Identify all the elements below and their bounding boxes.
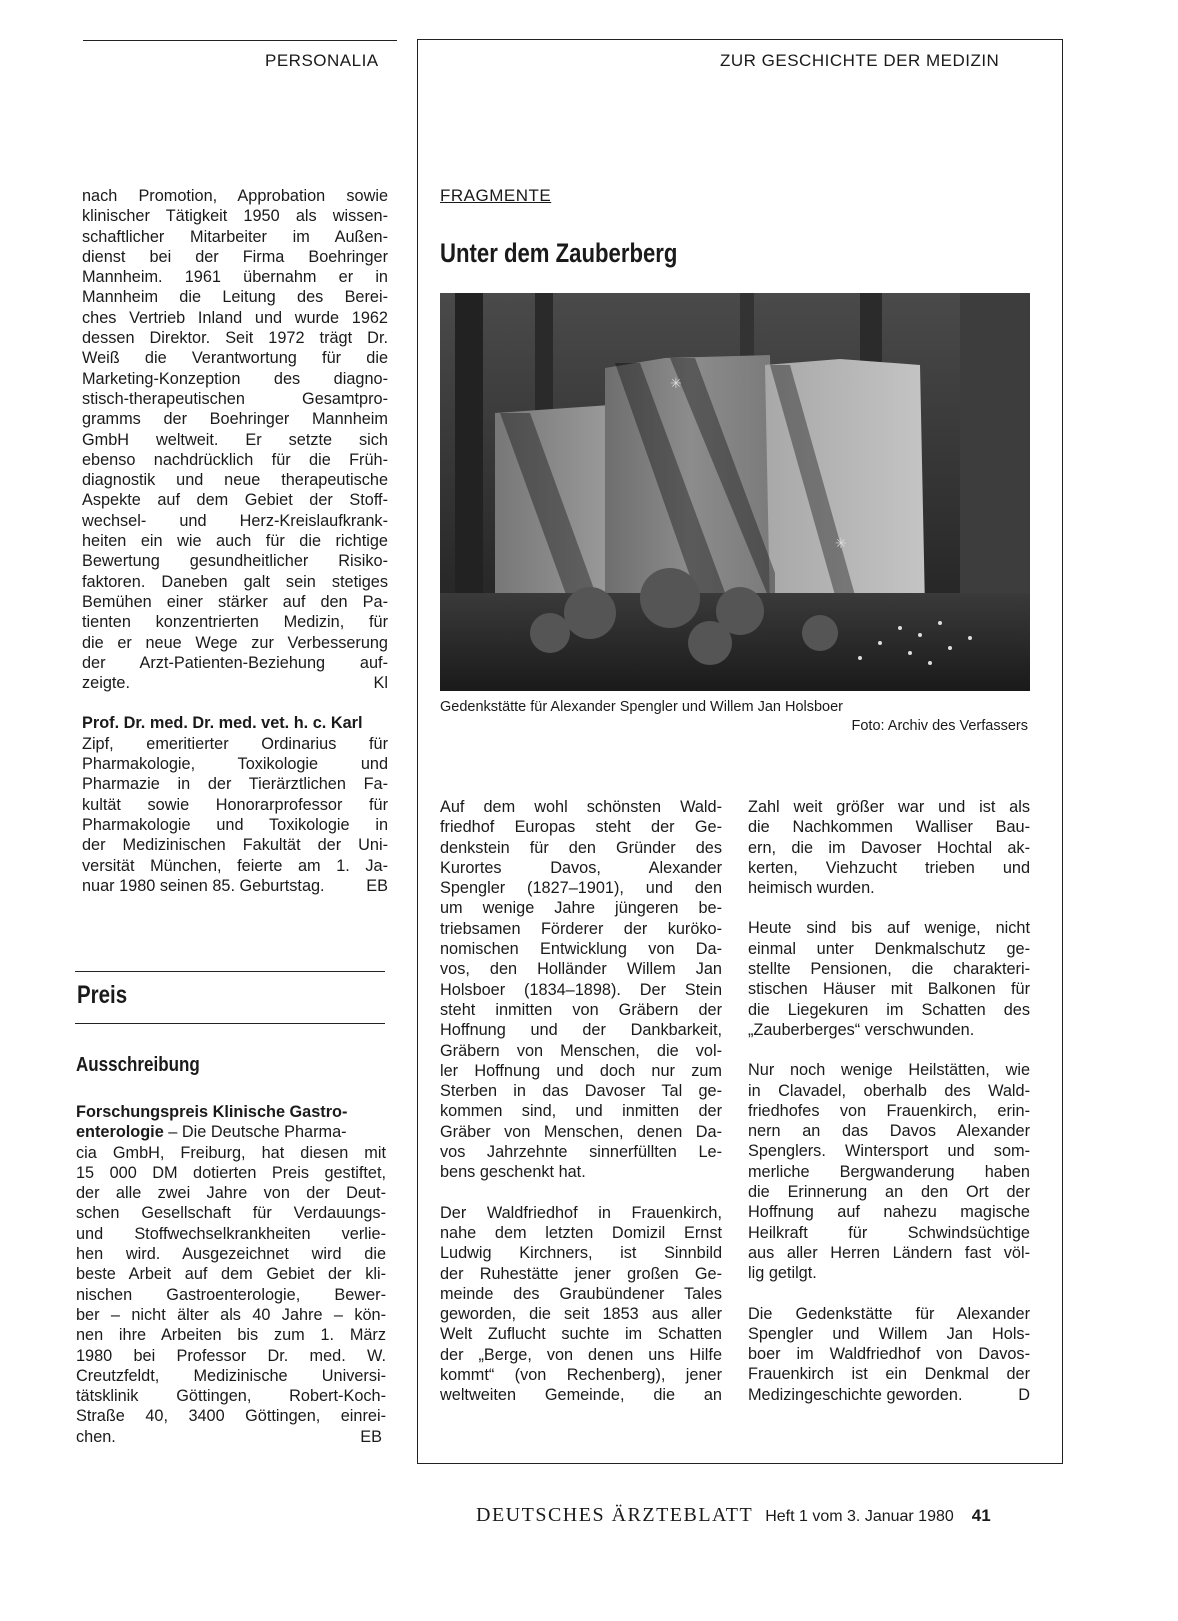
- text-line: der Medizinischen Fakultät der Uni-: [82, 836, 388, 855]
- article-column-1: [440, 797, 722, 1406]
- text-line: 1980 bei Professor Dr. med. W.: [76, 1346, 386, 1365]
- text-line: Auf dem wohl schönsten Wald-: [440, 798, 722, 816]
- text-line: Frauenkirch ist ein Denkmal der: [748, 1365, 1030, 1384]
- paragraph-end-line: [82, 673, 388, 693]
- preis-second-line: [76, 1122, 386, 1142]
- article-paragraph-2: [440, 1203, 722, 1406]
- text-line: und Stoffwechselkrankheiten verlie-: [76, 1224, 386, 1243]
- personalia-paragraph-weiss: [82, 186, 388, 673]
- text-line: wechsel- und Herz-Kreislaufkrank-: [82, 511, 388, 530]
- text-line: Weiß die Verantwortung für die: [82, 349, 388, 368]
- zipf-name-bold: Prof. Dr. med. Dr. med. vet. h. c. Karl: [82, 714, 363, 733]
- text-line: der „Berge, von denen uns Hilfe: [440, 1345, 722, 1364]
- subsection-title-ausschreibung: Ausschreibung: [76, 1054, 200, 1076]
- text-line: der Arzt-Patienten-Beziehung auf-: [82, 653, 388, 672]
- text-line: Bemühen einer stärker auf den Pa-: [82, 592, 388, 611]
- text-line: Spenglers. Wintersport und som-: [748, 1142, 1030, 1161]
- paragraph-end-line: [76, 1427, 386, 1447]
- paragraph-last-line: nuar 1980 seinen 85. Geburtstag.: [82, 876, 325, 895]
- text-line: tätsklinik Göttingen, Robert-Koch-: [76, 1387, 386, 1406]
- text-line: ern, die im Davoser Hochtal ak-: [748, 838, 1030, 857]
- text-line: nahe dem letzten Domizil Ernst: [440, 1223, 722, 1242]
- text-line: steht inmitten von Gräbern der: [440, 1000, 722, 1019]
- svg-text:✳: ✳: [835, 536, 847, 552]
- text-line: kultät sowie Honorarprofessor für: [82, 795, 388, 814]
- text-line: Welt Zuflucht suchte im Schatten: [440, 1325, 722, 1344]
- text-line: geworden, die seit 1853 aus aller: [440, 1305, 722, 1324]
- author-signature: D: [1018, 1385, 1030, 1404]
- text-line: die Liegekuren im Schatten des: [748, 1000, 1030, 1019]
- page-footer: [476, 1504, 991, 1527]
- text-line: beste Arbeit auf dem Gebiet der kli-: [76, 1265, 386, 1284]
- preis-bold-line: [76, 1102, 386, 1122]
- text-line: um wenige Jahre jüngeren be-: [440, 899, 722, 918]
- memorial-photo: [440, 293, 1030, 691]
- text-line: Mannheim die Leitung des Berei-: [82, 288, 388, 307]
- text-line: gramms der Boehringer Mannheim: [82, 410, 388, 429]
- text-line: stellte Pensionen, die charakteri-: [748, 960, 1030, 979]
- personalia-column: [82, 186, 388, 896]
- text-line: der alle zwei Jahre von der Deut-: [76, 1184, 386, 1203]
- text-line: stischen Häuser mit Balkonen für: [748, 980, 1030, 999]
- text-line: Hoffnung auf nahezu magische: [748, 1203, 1030, 1222]
- paragraph-last-line: „Zauberberges“ verschwunden.: [748, 1020, 975, 1039]
- text-line: Holsboer (1834–1898). Der Stein: [440, 980, 722, 999]
- text-line: Creutzfeldt, Medizinische Universi-: [76, 1366, 386, 1385]
- text-line: boer im Waldfriedhof von Davos-: [748, 1345, 1030, 1364]
- svg-text:✳: ✳: [670, 376, 682, 392]
- text-line: Pharmakologie und Toxikologie in: [82, 815, 388, 834]
- paragraph-last-line: chen.: [76, 1427, 116, 1446]
- author-signature: EB: [366, 876, 388, 895]
- text-line: kommt“ (von Rechenberg), jener: [440, 1366, 722, 1385]
- text-line: ches Vertrieb Inland und wurde 1962: [82, 308, 388, 327]
- text-line: merliche Bergwanderung haben: [748, 1162, 1030, 1181]
- text-line: schen Gesellschaft für Verdauungs-: [76, 1204, 386, 1223]
- paragraph-end-line: [82, 876, 388, 896]
- article-paragraph-4: [748, 918, 1030, 1019]
- text-line: cia GmbH, Freiburg, hat diesen mit: [76, 1143, 386, 1162]
- paragraph-end-line: [748, 1385, 1030, 1405]
- personalia-paragraph-zipf: [82, 734, 388, 876]
- preis-name-bold: enterologie: [76, 1123, 164, 1142]
- text-line: nen ihre Arbeiten bis zum 1. März: [76, 1326, 386, 1345]
- text-line: in Clavadel, oberhalb des Wald-: [748, 1081, 1030, 1100]
- text-line: versität München, feierte am 1. Ja-: [82, 856, 388, 875]
- text-line: Pharmakologie, Toxikologie und: [82, 755, 388, 774]
- preis-column: [76, 1102, 386, 1447]
- text-line: ler Hoffnung und doch nur zum: [440, 1061, 722, 1080]
- text-line: Spengler (1827–1901), und den: [440, 879, 722, 898]
- text-line: GmbH weltweit. Er setzte sich: [82, 430, 388, 449]
- article-title: Unter dem Zauberberg: [440, 238, 678, 268]
- text-line: der Ruhestätte jener großen Ge-: [440, 1264, 722, 1283]
- text-line: Hoffnung und der Dankbarkeit,: [440, 1021, 722, 1040]
- photo-caption: Gedenkstätte für Alexander Spengler und Willem Jan Holsboer: [440, 699, 843, 715]
- text-line: die Nachkommen Walliser Bau-: [748, 818, 1030, 837]
- text-line: vos Jahrzehnte sinnerfüllten Le-: [440, 1143, 722, 1162]
- text-line: vos, den Holländer Willem Jan: [440, 960, 722, 979]
- paragraph-last-line: Medizingeschichte geworden.: [748, 1385, 963, 1404]
- section-title-preis: Preis: [77, 981, 128, 1009]
- text-line: Ludwig Kirchners, ist Sinnbild: [440, 1244, 722, 1263]
- text-line: Die Gedenkstätte für Alexander: [748, 1304, 1030, 1323]
- text-line: Sterben in das Davoser Tal ge-: [440, 1082, 722, 1101]
- text-line: triebsamen Förderer der kuröko-: [440, 919, 722, 938]
- text-line: Straße 40, 3400 Göttingen, einrei-: [76, 1407, 386, 1426]
- preis-rule-bottom: [75, 1023, 385, 1024]
- text-line: Kurortes Davos, Alexander: [440, 858, 722, 877]
- text-line: friedhofes von Frauenkirch, erin-: [748, 1101, 1030, 1120]
- text-line: einmal unter Denkmalschutz ge-: [748, 939, 1030, 958]
- text-line: aus aller Herren Ländern fast völ-: [748, 1243, 1030, 1262]
- text-line: Bewertung gesundheitlicher Risiko-: [82, 552, 388, 571]
- text-line: die Erinnerung an den Ort der: [748, 1183, 1030, 1202]
- article-paragraph-5: [748, 1060, 1030, 1263]
- text-line: meinde des Graubündener Tales: [440, 1284, 722, 1303]
- text-line: Der Waldfriedhof in Frauenkirch,: [440, 1203, 722, 1222]
- text-line: Aspekte auf dem Gebiet der Stoff-: [82, 491, 388, 510]
- text-line: Zahl weit größer war und ist als: [748, 798, 1030, 816]
- text-line: Gräbern von Menschen, die vol-: [440, 1041, 722, 1060]
- text-line: nischen Gastroenterologie, Bewer-: [76, 1285, 386, 1304]
- text-line: Mannheim. 1961 übernahm er in: [82, 268, 388, 287]
- text-line: faktoren. Daneben galt sein stetiges: [82, 572, 388, 591]
- paragraph-last-line: lig getilgt.: [748, 1264, 817, 1283]
- text-line: stisch-therapeutischen Gesamtpro-: [82, 389, 388, 408]
- text-line: friedhof Europas steht der Ge-: [440, 818, 722, 837]
- text-line: Gräber von Menschen, denen Da-: [440, 1122, 722, 1141]
- article-paragraph-1: [440, 797, 722, 1162]
- photo-credit: Foto: Archiv des Verfassers: [851, 718, 1028, 734]
- preis-line-rest: – Die Deutsche Pharma-: [163, 1123, 347, 1142]
- preis-name-bold: Forschungspreis Klinische Gastro-: [76, 1103, 348, 1121]
- article-paragraph-3: [748, 797, 1030, 878]
- paragraph-last-line: bens geschenkt hat.: [440, 1163, 586, 1182]
- text-line: ebenso nachdrücklich für die Früh-: [82, 450, 388, 469]
- text-line: Marketing-Konzeption des diagno-: [82, 369, 388, 388]
- text-line: weltweiten Gemeinde, die an: [440, 1386, 722, 1405]
- memorial-photo-graphic: [440, 293, 1030, 691]
- text-line: kommen sind, und inmitten der: [440, 1102, 722, 1121]
- text-line: nach Promotion, Approbation sowie: [82, 187, 388, 205]
- issue-info: Heft 1 vom 3. Januar 1980: [765, 1508, 954, 1525]
- journal-name: DEUTSCHES ÄRZTEBLATT: [476, 1504, 754, 1526]
- text-line: Spengler und Willem Jan Hols-: [748, 1324, 1030, 1343]
- section-label-geschichte: ZUR GESCHICHTE DER MEDIZIN: [720, 51, 1000, 70]
- author-signature: EB: [360, 1427, 382, 1446]
- paragraph-last-line: heimisch wurden.: [748, 879, 875, 898]
- text-line: Pharmazie in der Tierärztlichen Fa-: [82, 775, 388, 794]
- article-column-2: [748, 797, 1030, 1405]
- text-line: die er neue Wege zur Verbesserung: [82, 633, 388, 652]
- text-line: Heilkraft für Schwindsüchtige: [748, 1223, 1030, 1242]
- text-line: dienst bei der Firma Boehringer: [82, 247, 388, 266]
- text-line: diagnostik und neue therapeutische: [82, 471, 388, 490]
- text-line: hen wird. Ausgezeichnet wird die: [76, 1245, 386, 1264]
- text-line: klinischer Tätigkeit 1950 als wissen-: [82, 207, 388, 226]
- preis-rule-top: [75, 971, 385, 972]
- section-label-personalia: PERSONALIA: [265, 51, 379, 70]
- header-rule-left: [83, 40, 397, 41]
- article-paragraph-6: [748, 1304, 1030, 1385]
- paragraph-last-line: zeigte.: [82, 674, 130, 693]
- text-line: heiten ein wie auch für die richtige: [82, 532, 388, 551]
- text-line: tienten konzentrierten Medizin, für: [82, 613, 388, 632]
- text-line: 15 000 DM dotierten Preis gestiftet,: [76, 1163, 386, 1182]
- text-line: kerten, Viehzucht trieben und: [748, 858, 1030, 877]
- page-number: 41: [971, 1506, 991, 1525]
- text-line: nern an das Davos Alexander: [748, 1122, 1030, 1141]
- text-line: Zipf, emeritierter Ordinarius für: [82, 734, 388, 753]
- preis-paragraph: [76, 1143, 386, 1427]
- text-line: dessen Direktor. Seit 1972 trägt Dr.: [82, 329, 388, 348]
- text-line: denkstein für den Gründer des: [440, 838, 722, 857]
- text-line: Heute sind bis auf wenige, nicht: [748, 919, 1030, 938]
- article-kicker: FRAGMENTE: [440, 186, 552, 205]
- text-line: ber – nicht älter als 40 Jahre – kön-: [76, 1305, 386, 1324]
- text-line: Nur noch wenige Heilstätten, wie: [748, 1061, 1030, 1080]
- author-signature: Kl: [373, 674, 388, 693]
- text-line: schaftlicher Mitarbeiter im Außen-: [82, 227, 388, 246]
- text-line: nomischen Entwicklung von Da-: [440, 940, 722, 959]
